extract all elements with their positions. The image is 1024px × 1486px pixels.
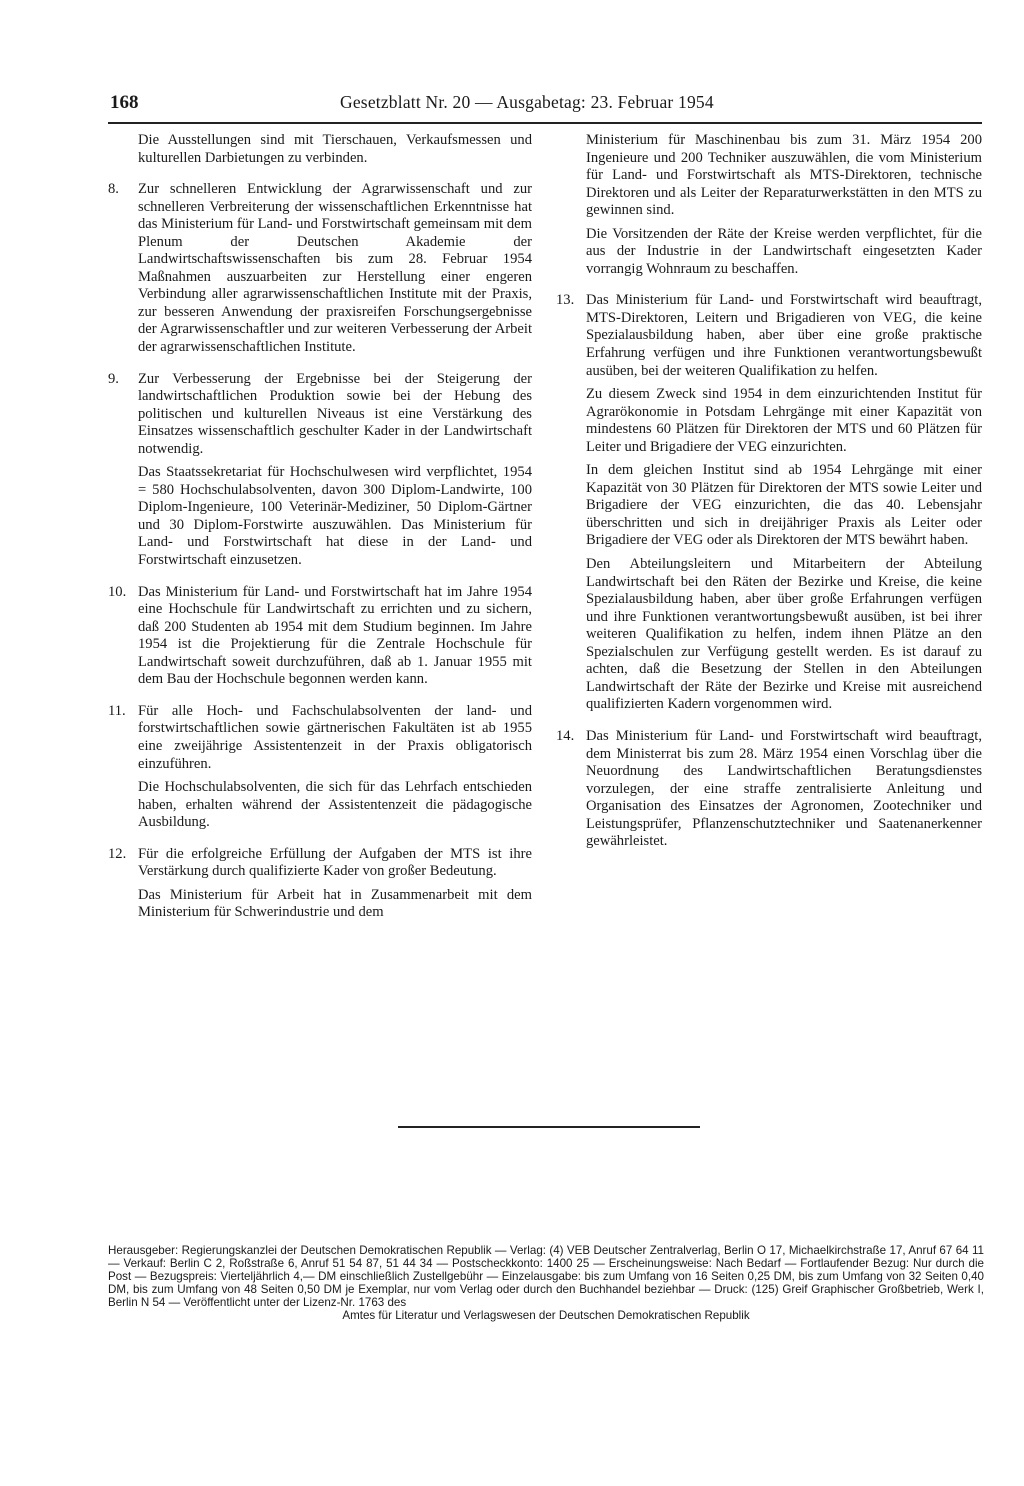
section-paragraph: Zur schnelleren Entwicklung der Agrarwissenschaft und zur schnelleren Verbreiterung der wissenschaftlichen Erkenntnisse hat das Ministerium für Land- und Forstwirtschaft gemeinsam mit dem Plenum der Deutschen Akademie der Landwirtschaftswissenschaften bis zum 28. Februar 1954 Maßnahmen auszuarbeiten zur Herstellung einer engeren Verbindung aller agrarwissenschaftlichen Institute mit der Praxis, zur besseren Anwendung der praxisreifen Forschungsergebnisse der Agrarwissenschaftler und zur weiteren Verbesserung der Arbeit der agrarwissenschaftlichen Institute. [138,181,532,356]
running-head: Gesetzblatt Nr. 20 — Ausgabetag: 23. Februar 1954 [340,92,714,112]
right-column [556,132,982,857]
section-number: 10. [108,583,127,600]
section-paragraph: Für alle Hoch- und Fachschulabsolventen der land- und forstwirtschaftlichen sowie gärtnerischen Fakultäten ist ab 1955 eine zweijährige Assistentenzeit in der Praxis obligatorisch einzuführen. [138,702,532,772]
section-number: 9. [108,370,119,387]
section-number: 14. [556,727,575,744]
continuation-paragraph: Ministerium für Maschinenbau bis zum 31. März 1954 200 Ingenieure und 200 Techniker auszuwählen, die vom Ministerium für Land- und Forstwirtschaft als MTS-Direktoren, technische Direktoren und als Leiter der Reparaturwerkstätten in den MTS zu gewinnen sind. [586,132,982,219]
page-header [110,92,930,116]
section-10 [108,584,532,689]
imprint-footer [108,1244,984,1322]
section-paragraph: Das Ministerium für Land- und Forstwirtschaft hat im Jahre 1954 eine Hochschule für Landwirtschaft zu errichten und zu sichern, daß 200 Studenten ab 1954 mit dem Studium beginnen. Im Jahre 1954 ist die Projektierung für die Zentrale Hochschule für Landwirtschaft soweit durchzuführen, daß ab 1. Januar 1955 mit dem Bau der Hochschule begonnen werden kann. [138,583,532,688]
section-11 [108,703,532,832]
section-number: 13. [556,292,575,309]
section-paragraph: Zu diesem Zweck sind 1954 in dem einzurichtenden Institut für Agrarökonomie in Potsdam Lehrgänge mit einer Kapazität von mindestens 60 Plätzen für Direktoren der MTS und 60 Plätzen für Leiter und Brigadiere der VEG einzurichten. [586,386,982,455]
section-paragraph: Die Hochschulabsolventen, die sich für das Lehrfach entschieden haben, erhalten während der Assistentenzeit die pädagogische Ausbildung. [138,779,532,831]
section-14 [556,728,982,851]
imprint-text: Herausgeber: Regierungskanzlei der Deutschen Demokratischen Republik — Verlag: (4) VEB Deutscher Zentralverlag, Berlin O 17, Michaelkirchstraße 17, Anruf 67 64 11 — Verkauf: Berlin C 2, Roßstraße 6, Anruf 51 54 87, 51 44 34 — Postscheckkonto: 1400 25 — Erscheinungsweise: Nach Bedarf — Fortlaufender Bezug: Nur durch die Post — Bezugspreis: Vierteljährlich 4,— DM einschließlich Zustellgebühr — Einzelausgabe: bis zum Umfang von 16 Seiten 0,25 DM, bis zum Umfang von 32 Seiten 0,40 DM, bis zum Umfang von 48 Seiten 0,50 DM je Exemplar, nur vom Verlag oder durch den Buchhandel beziehbar — Druck: (125) Greif Graphischer Großbetrieb, Werk I, Berlin N 54 — Veröffentlicht unter der Lizenz-Nr. 1763 des [108,1244,984,1309]
imprint-last-line: Amtes für Literatur und Verlagswesen der Deutschen Demokratischen Republik [342,1309,750,1322]
section-paragraph: Das Ministerium für Arbeit hat in Zusammenarbeit mit dem Ministerium für Schwerindustrie und dem [138,886,532,921]
intro-paragraph: Die Ausstellungen sind mit Tierschauen, Verkaufsmessen und kulturellen Darbietungen zu verbinden. [138,132,532,166]
section-8 [108,181,532,356]
section-number: 11. [108,702,126,719]
section-paragraph: Das Ministerium für Land- und Forstwirtschaft wird beauftragt, dem Ministerrat bis zum 28. März 1954 einen Vorschlag über die Neuordnung des Landwirtschaftlichen Beratungsdienstes vorzulegen, der eine straffe zentralisierte Anleitung und Organisation des Einsatzes der Agronomen, Zootechniker und Leistungsprüfer, Pflanzenschutztechniker und Saatenanerkenner gewährleistet. [586,727,982,850]
left-column [108,132,532,928]
continuation-paragraph: Die Vorsitzenden der Räte der Kreise werden verpflichtet, für die aus der Industrie in der Landwirtschaft eingesetzten Kader vorrangig Wohnraum zu beschaffen. [586,225,982,277]
page-number: 168 [110,92,139,113]
section-number: 12. [108,845,127,862]
section-paragraph: In dem gleichen Institut sind ab 1954 Lehrgänge mit einer Kapazität von 30 Plätzen für Direktoren der MTS sowie Leiter und Brigadiere der VEG einzurichten, die das 40. Lebensjahr überschritten und sich in dreijähriger Praxis als Leiter oder Brigadiere der VEG oder als Direktoren der MTS bewährt haben. [586,462,982,549]
section-12 [108,846,532,922]
section-13 [556,292,982,714]
section-divider [398,1126,700,1128]
section-9 [108,371,532,570]
section-paragraph: Das Ministerium für Land- und Forstwirtschaft wird beauftragt, MTS-Direktoren, Leitern und Brigadieren von VEG, die keine Spezialausbildung haben, aber über eine große praktische Erfahrung verfügen und ihre Funktionen verantwortungsbewußt ausüben, bei der weiteren Qualifikation zu helfen. [586,292,982,379]
section-number: 8. [108,181,119,198]
section-paragraph: Den Abteilungsleitern und Mitarbeitern der Abteilung Landwirtschaft bei den Räten der Bezirke und Kreise, die keine Spezialausbildung haben, aber über große Erfahrungen verfügen und ihre Funktionen verantwortungsbewußt ausüben, ist bei ihrer weiteren Qualifikation zu helfen, indem ihnen Plätze an den Spezialschulen zur Verfügung gestellt werden. Es ist darauf zu achten, daß die Besetzung der Stellen in den Abteilungen Landwirtschaft der Räte der Bezirke und Kreise mit ausreichend qualifizierten Kadern vorgenommen wird. [586,556,982,713]
section-paragraph: Zur Verbesserung der Ergebnisse bei der Steigerung der landwirtschaftlichen Produktion sowie bei der Hebung des politischen und kulturellen Niveaus ist eine Verstärkung des Einsatzes wissenschaftlich geschulter Kader in der Landwirtschaft notwendig. [138,370,532,457]
header-rule [108,122,982,124]
section-paragraph: Das Staatssekretariat für Hochschulwesen wird verpflichtet, 1954 = 580 Hochschulabsolventen, davon 300 Diplom-Landwirte, 100 Diplom-Ingenieure, 100 Veterinär-Mediziner, 50 Diplom-Gärtner und 30 Diplom-Forstwirte auszuwählen. Das Ministerium für Land- und Forstwirtschaft hat diese in der Land- und Forstwirtschaft einzusetzen. [138,464,532,569]
section-paragraph: Für die erfolgreiche Erfüllung der Aufgaben der MTS ist ihre Verstärkung durch qualifizierte Kader von großer Bedeutung. [138,845,532,880]
